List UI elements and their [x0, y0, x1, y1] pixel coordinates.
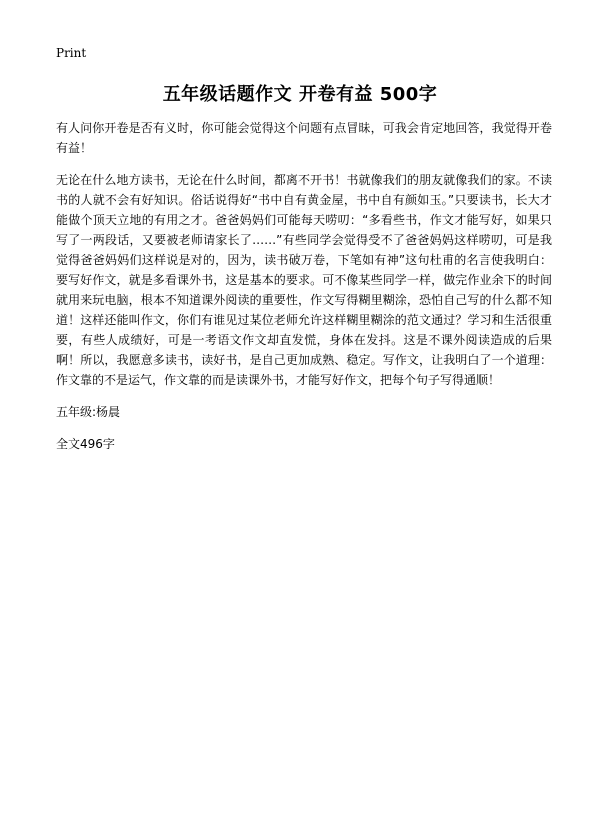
- article-body: [56, 118, 552, 466]
- article-paragraph-2: 无论在什么地方读书，无论在什么时间，都离不开书！书就像我们的朋友就像我们的家。不读书的人就不会有好知识。俗话说得好“书中自有黄金屋，书中自有颜如玉。”只要读书，长大才能做个顶天立地的有用之才。爸爸妈妈们可能每天唠叨：“多看些书，作文才能写好，如果只写了一两段话，又要被老师请家长了……”有些同学会觉得受不了爸爸妈妈这样唠叨，可是我觉得爸爸妈妈们这样说是对的，因为，读书破万卷，下笔如有神”这句杜甫的名言使我明白：要写好作文，就是多看课外书，这是基本的要求。可不像某些同学一样，做完作业余下的时间就用来玩电脑，根本不知道课外阅读的重要性，作文写得糊里糊涂，恐怕自己写的什么都不知道！这样还能叫作文，你们有谁见过某位老师允许这样糊里糊涂的范文通过？学习和生活很重要，有些人成绩好，可是一考语文作文却直发慌，身体在发抖。这是不课外阅读造成的后果啊！所以，我愿意多读书，读好书，是自己更加成熟、稳定。写作文，让我明白了一个道理：作文靠的不是运气，作文靠的而是读课外书，才能写好作文，把每个句子写得通顺！: [56, 173, 552, 387]
- word-count: 全文496字: [56, 437, 115, 451]
- print-link[interactable]: Print: [56, 46, 87, 60]
- article-paragraph-1: 有人问你开卷是否有义时，你可能会觉得这个问题有点冒昧，可我会肯定地回答，我觉得开卷有益！: [56, 121, 552, 155]
- article-author: 五年级:杨晨: [56, 405, 121, 419]
- article-title: 五年级话题作文 开卷有益 500字: [162, 84, 438, 105]
